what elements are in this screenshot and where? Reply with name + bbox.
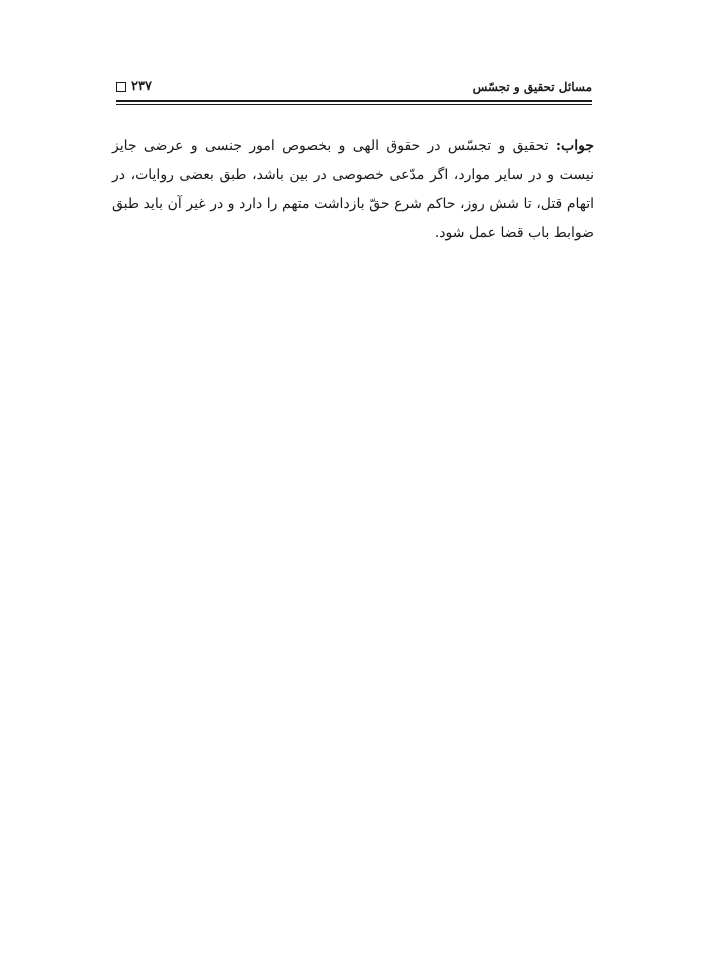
header-rule-thick: [116, 100, 592, 102]
running-header: [116, 78, 592, 100]
answer-text: تحقیق و تجسّس در حقوق الهی و بخصوص امور جنسی و عرضی جایز نیست و در سایر موارد، اگر مدّعی خصوصی در بین باشد، طبق بعضی روایات، در اتهام قتل، تا شش روز، حاکم شرع حقّ بازداشت متهم را دارد و در غیر آن باید طبق ضوابط باب قضا عمل شود.: [112, 138, 594, 241]
page-number: ۲۳۷: [131, 79, 152, 94]
page-number-group: [116, 79, 152, 94]
chapter-title: مسائل تحقیق و تجسّس: [472, 80, 592, 94]
header-rule-thin: [116, 104, 592, 105]
square-box-icon: [116, 82, 126, 92]
answer-label: جواب:: [555, 138, 594, 154]
answer-paragraph: [112, 132, 594, 248]
